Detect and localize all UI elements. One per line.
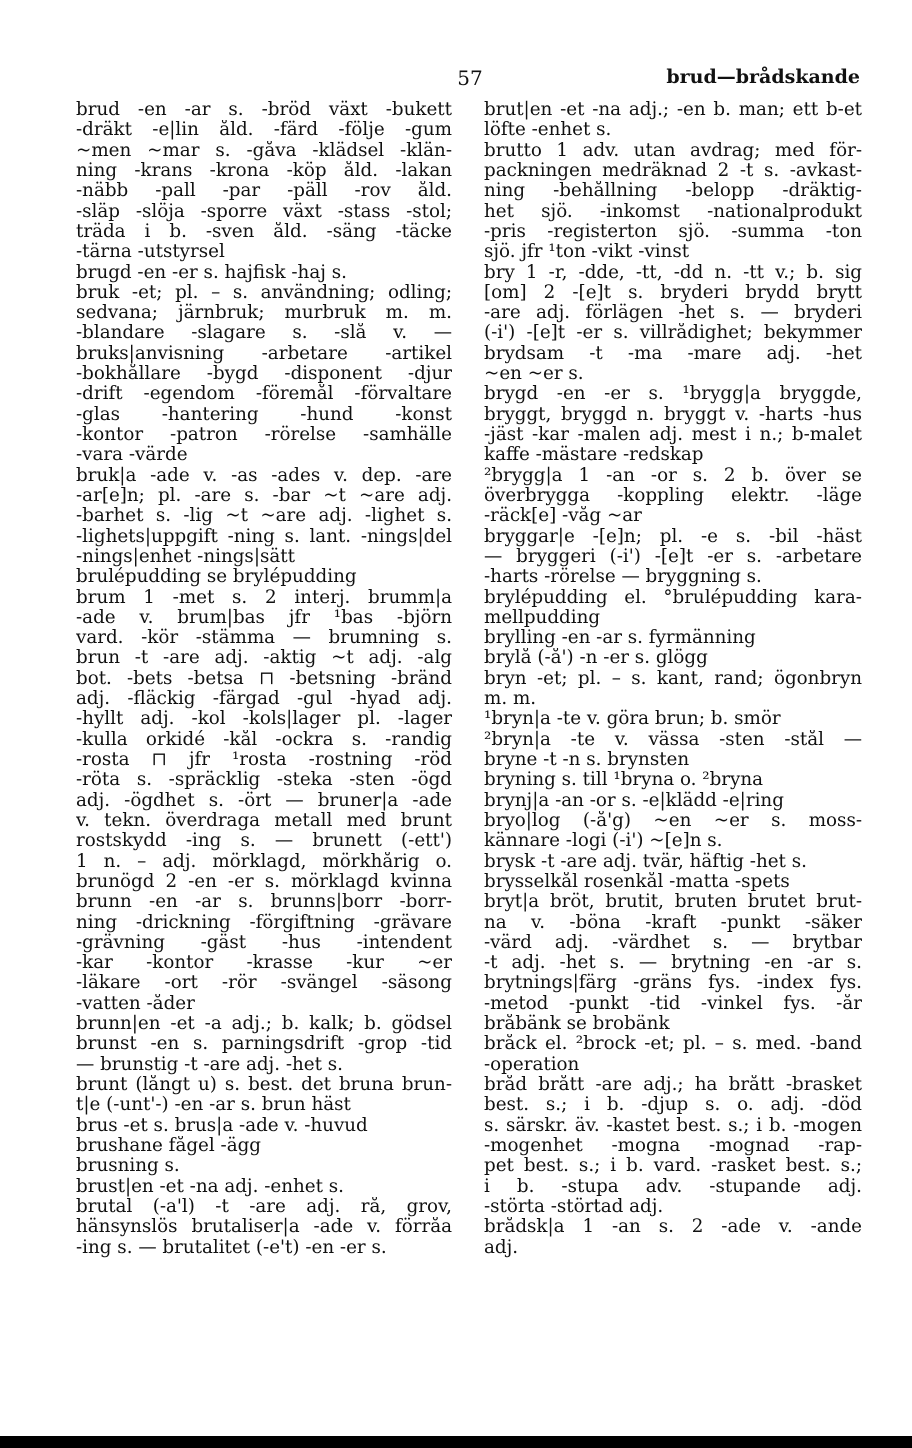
dictionary-line: kaffe -mästare -redskap bbox=[484, 445, 704, 466]
dictionary-line: brytnings|färg -gräns fys. -index fys. bbox=[484, 973, 862, 994]
dictionary-line: -nings|enhet -nings|sätt bbox=[76, 546, 295, 567]
dictionary-line: sedvana; järnbruk; murbruk m. m. bbox=[76, 303, 452, 324]
dictionary-line: ²brygg|a 1 -an -or s. 2 b. över se bbox=[484, 465, 862, 486]
dictionary-line: brylépudding el. °brulépudding kara- bbox=[484, 587, 862, 608]
dictionary-line: bryo|log (-å'g) ~en ~er s. moss- bbox=[484, 810, 862, 831]
dictionary-line: na v. -böna -kraft -punkt -säker bbox=[484, 912, 862, 933]
dictionary-line: -grävning -gäst -hus -intendent bbox=[76, 932, 452, 953]
dictionary-line: brun -t -are adj. -aktig ~t adj. -alg bbox=[76, 648, 452, 669]
dictionary-line: brylå (-å') -n -er s. glögg bbox=[484, 648, 708, 669]
dictionary-line: -mogenhet -mogna -mognad -rap- bbox=[484, 1135, 862, 1156]
dictionary-line: löfte -enhet s. bbox=[484, 120, 612, 141]
dictionary-line: kännare -logi (-i') ~[e]n s. bbox=[484, 831, 723, 852]
dictionary-line: adj. -fläckig -färgad -gul -hyad adj. bbox=[76, 689, 452, 710]
dictionary-line: brushane fågel -ägg bbox=[76, 1135, 261, 1156]
page-number: 57 bbox=[457, 66, 483, 90]
dictionary-column-right bbox=[484, 100, 862, 1258]
dictionary-line: bråd brått -are adj.; ha brått -brasket bbox=[484, 1075, 862, 1095]
dictionary-line: -are adj. förlägen -het s. — bryderi bbox=[484, 303, 862, 324]
dictionary-line: packningen medräknad 2 -t s. -avkast- bbox=[484, 160, 862, 181]
dictionary-line: hänsynslös brutaliser|a -ade v. förråa bbox=[76, 1217, 452, 1238]
dictionary-line: — bryggeri (-i') -[e]t -er s. -arbetare bbox=[484, 546, 862, 567]
dictionary-line: brus -et s. brus|a -ade v. -huvud bbox=[76, 1115, 368, 1136]
dictionary-line: brud -en -ar s. -bröd växt -bukett bbox=[76, 100, 452, 120]
dictionary-line: bot. -bets -betsa ⊓ -betsning -bränd bbox=[76, 668, 452, 689]
dictionary-line: ning -krans -krona -köp åld. -lakan bbox=[76, 160, 452, 181]
dictionary-line: -dräkt -e|lin åld. -färd -följe -gum bbox=[76, 120, 452, 141]
dictionary-line: m. m. bbox=[484, 689, 537, 710]
dictionary-line: brust|en -et -na adj. -enhet s. bbox=[76, 1176, 344, 1197]
dictionary-line: överbrygga -koppling elektr. -läge bbox=[484, 485, 862, 506]
dictionary-line: -ade v. brum|bas jfr ¹bas -björn bbox=[76, 607, 452, 628]
dictionary-line: (-i') -[e]t -er s. villrådighet; bekymmer bbox=[484, 323, 862, 344]
dictionary-line: brylling -en -ar s. fyrmänning bbox=[484, 628, 756, 649]
dictionary-line: bryggt, bryggd n. bryggt v. -harts -hus bbox=[484, 404, 862, 425]
dictionary-line: v. tekn. överdraga metall med brunt bbox=[76, 810, 452, 831]
dictionary-line: i b. -stupa adv. -stupande adj. bbox=[484, 1176, 862, 1197]
dictionary-line: brusning s. bbox=[76, 1156, 180, 1177]
scan-bottom-edge bbox=[0, 1436, 912, 1448]
dictionary-line: best. s.; i b. -djup s. o. adj. -död bbox=[484, 1095, 862, 1116]
dictionary-line: -lighets|uppgift -ning s. lant. -nings|del bbox=[76, 526, 452, 547]
dictionary-line: het sjö. -inkomst -nationalprodukt bbox=[484, 201, 862, 222]
dictionary-line: -vara -värde bbox=[76, 445, 188, 466]
dictionary-line: -bokhållare -bygd -disponent -djur bbox=[76, 364, 452, 385]
dictionary-line: -barhet s. -lig ~t ~are adj. -lighet s. bbox=[76, 506, 452, 527]
dictionary-line: brysselkål rosenkål -matta -spets bbox=[484, 871, 790, 892]
dictionary-line: -näbb -pall -par -päll -rov åld. bbox=[76, 181, 452, 202]
dictionary-line: brydsam -t -ma -mare adj. -het bbox=[484, 343, 862, 364]
dictionary-line: vard. -kör -stämma — brumning s. bbox=[76, 628, 452, 649]
dictionary-line: -värd adj. -värdhet s. — brytbar bbox=[484, 932, 862, 953]
dictionary-column-left bbox=[76, 100, 452, 1258]
dictionary-line: s. särskr. äv. -kastet best. s.; i b. -mogen bbox=[484, 1115, 862, 1136]
dictionary-line: bryt|a bröt, brutit, bruten brutet brut- bbox=[484, 892, 862, 913]
dictionary-line: brut|en -et -na adj.; -en b. man; ett b-et bbox=[484, 100, 862, 120]
dictionary-line: bry 1 -r, -dde, -tt, -dd n. -tt v.; b. sig bbox=[484, 262, 862, 283]
dictionary-line: -pris -registerton sjö. -summa -ton bbox=[484, 221, 862, 242]
dictionary-line: -röta s. -spräcklig -steka -sten -ögd bbox=[76, 770, 452, 791]
dictionary-line: -tärna -utstyrsel bbox=[76, 242, 225, 263]
dictionary-line: bruk -et; pl. – s. användning; odling; bbox=[76, 282, 452, 303]
dictionary-line: ~men ~mar s. -gåva -klädsel -klän- bbox=[76, 140, 452, 161]
dictionary-line: -jäst -kar -malen adj. mest i n.; b-malet bbox=[484, 425, 862, 445]
dictionary-line: -störta -störtad adj. bbox=[484, 1196, 664, 1217]
dictionary-line: sjö. jfr ¹ton -vikt -vinst bbox=[484, 242, 690, 263]
dictionary-line: [om] 2 -[e]t s. bryderi brydd brytt bbox=[484, 282, 862, 303]
running-head: brud—brådskande bbox=[666, 66, 860, 88]
dictionary-line: brutal (-a'l) -t -are adj. rå, grov, bbox=[76, 1196, 452, 1217]
dictionary-line: ~en ~er s. bbox=[484, 364, 584, 385]
dictionary-line: pet best. s.; i b. vard. -rasket best. s.; bbox=[484, 1156, 862, 1177]
dictionary-line: adj. bbox=[484, 1237, 519, 1258]
dictionary-line: ²bryn|a -te v. vässa -sten -stål — bbox=[484, 729, 862, 750]
dictionary-line: brynj|a -an -or s. -e|klädd -e|ring bbox=[484, 790, 784, 811]
dictionary-line: brutto 1 adv. utan avdrag; med för- bbox=[484, 140, 862, 161]
dictionary-line: -kar -kontor -krasse -kur ~er bbox=[76, 953, 452, 974]
dictionary-line: -glas -hantering -hund -konst bbox=[76, 404, 452, 425]
dictionary-line: bryggar|e -[e]n; pl. -e s. -bil -häst bbox=[484, 526, 862, 547]
dictionary-line: -ing s. — brutalitet (-e't) -en -er s. bbox=[76, 1237, 387, 1258]
dictionary-line: -t adj. -het s. — brytning -en -ar s. bbox=[484, 953, 862, 974]
dictionary-line: -släp -slöja -sporre växt -stass -stol; bbox=[76, 201, 452, 222]
dictionary-line: -hyllt adj. -kol -kols|lager pl. -lager bbox=[76, 709, 452, 730]
dictionary-line: brunn -en -ar s. brunns|borr -borr- bbox=[76, 892, 452, 913]
dictionary-line: brulépudding se brylépudding bbox=[76, 567, 357, 588]
dictionary-line: brunn|en -et -a adj.; b. kalk; b. gödsel bbox=[76, 1014, 452, 1035]
dictionary-line: -blandare -slagare s. -slå v. — bbox=[76, 323, 452, 344]
dictionary-line: 1 n. – adj. mörklagd, mörkhårig o. bbox=[76, 851, 452, 872]
dictionary-line: brysk -t -are adj. tvär, häftig -het s. bbox=[484, 851, 807, 872]
dictionary-line: ning -behållning -belopp -dräktig- bbox=[484, 181, 862, 202]
dictionary-line: bryne -t -n s. brynsten bbox=[484, 750, 690, 770]
dictionary-line: bryn -et; pl. – s. kant, rand; ögonbryn bbox=[484, 668, 862, 689]
dictionary-line: -räck[e] -våg ~ar bbox=[484, 506, 642, 527]
dictionary-line: — brunstig -t -are adj. -het s. bbox=[76, 1054, 343, 1075]
dictionary-line: t|e (-unt'-) -en -ar s. brun häst bbox=[76, 1095, 351, 1116]
dictionary-line: bryning s. till ¹bryna o. ²bryna bbox=[484, 770, 764, 791]
dictionary-line: -operation bbox=[484, 1054, 580, 1075]
dictionary-line: mellpudding bbox=[484, 607, 601, 628]
dictionary-line: -läkare -ort -rör -svängel -säsong bbox=[76, 973, 452, 994]
dictionary-line: bråck el. ²brock -et; pl. – s. med. -band bbox=[484, 1034, 862, 1055]
dictionary-line: bruks|anvisning -arbetare -artikel bbox=[76, 343, 452, 364]
dictionary-line: ¹bryn|a -te v. göra brun; b. smör bbox=[484, 709, 781, 730]
dictionary-line: -vatten -åder bbox=[76, 993, 195, 1014]
dictionary-line: -kontor -patron -rörelse -samhälle bbox=[76, 425, 452, 445]
dictionary-line: brugd -en -er s. hajfisk -haj s. bbox=[76, 262, 347, 283]
dictionary-line: -metod -punkt -tid -vinkel fys. -år bbox=[484, 993, 862, 1014]
dictionary-line: -ar[e]n; pl. -are s. -bar ~t ~are adj. bbox=[76, 485, 452, 506]
dictionary-line: -drift -egendom -föremål -förvaltare bbox=[76, 384, 452, 405]
dictionary-line: bråbänk se brobänk bbox=[484, 1014, 670, 1035]
dictionary-line: -kulla orkidé -kål -ockra s. -randig bbox=[76, 729, 452, 750]
dictionary-line: brunt (långt u) s. best. det bruna brun- bbox=[76, 1075, 452, 1095]
dictionary-line: adj. -ögdhet s. -ört — bruner|a -ade bbox=[76, 790, 452, 811]
dictionary-line: brygd -en -er s. ¹brygg|a bryggde, bbox=[484, 384, 862, 405]
dictionary-line: träda i b. -sven åld. -säng -täcke bbox=[76, 221, 452, 242]
dictionary-line: -rosta ⊓ jfr ¹rosta -rostning -röd bbox=[76, 750, 452, 770]
dictionary-line: brunögd 2 -en -er s. mörklagd kvinna bbox=[76, 871, 452, 892]
dictionary-line: brådsk|a 1 -an s. 2 -ade v. -ande bbox=[484, 1217, 862, 1238]
dictionary-line: brunst -en s. parningsdrift -grop -tid bbox=[76, 1034, 452, 1055]
dictionary-line: bruk|a -ade v. -as -ades v. dep. -are bbox=[76, 465, 452, 486]
dictionary-line: -harts -rörelse — bryggning s. bbox=[484, 567, 762, 588]
dictionary-line: ning -drickning -förgiftning -grävare bbox=[76, 912, 452, 933]
dictionary-line: rostskydd -ing s. — brunett (-ett') bbox=[76, 831, 452, 852]
dictionary-line: brum 1 -met s. 2 interj. brumm|a bbox=[76, 587, 452, 608]
